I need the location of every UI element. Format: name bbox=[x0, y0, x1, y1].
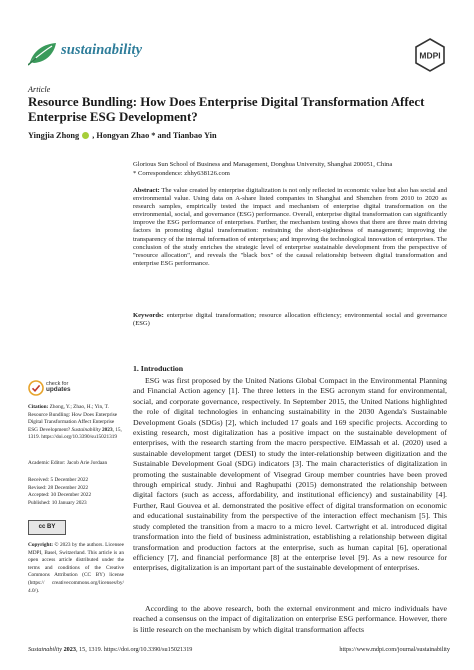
check-label-line: check for bbox=[46, 381, 69, 387]
mdpi-logo-icon[interactable] bbox=[413, 38, 447, 72]
author-name[interactable]: Tianbao Yin bbox=[172, 131, 217, 140]
footer-citation bbox=[28, 646, 192, 653]
accepted-date: Accepted: 30 December 2022 bbox=[28, 492, 92, 499]
correspondence-line: * Correspondence: zhhy638126.com bbox=[133, 169, 230, 177]
paper-title: Resource Bundling: How Does Enterprise Digital Transformation Affect Enterprise ESG Development? bbox=[28, 95, 425, 125]
mdpi-logo-text: MDPI bbox=[419, 50, 441, 61]
revised-date: Revised: 28 December 2022 bbox=[28, 484, 89, 491]
body-paragraph: According to the above research, both the external environment and micro individuals have reached a consensus on the impact of digitalization on enterprise ESG performance. However, there is little research on the mechanism by which digital transformation affects bbox=[133, 604, 447, 634]
academic-editor: Academic Editor: Jacob Arie Jordaan bbox=[28, 460, 108, 466]
affiliation-block bbox=[133, 161, 453, 178]
abstract-text: The value created by enterprise digitalization is not only reflected in economic value but also has social and environmental value. Using data on A-share listed companies in Shanghai and Shenzhen from 2010 to 2020 as research samples, empirically tested the impact and mechanism of enterprise digital transformation on the environmental, social, and governance (ESG) performance. Overall, enterprise digital transformation can significantly improve the ESG performance of enterprises. Further, the mechanism testing shows that there are three main driving factors in promoting digital transformation: restraining the short-sightedness of management; improving the transparency of the internal information of enterprises; and improving the technological innovation of enterprises. The conclusion of the study enriches the strategic level of enterprise sustainable development from the perspective of "resource allocation", and reveals the "black box" of the causal relationship between digital transformation and enterprise ESG performance. bbox=[133, 187, 447, 267]
check-for-updates-icon[interactable] bbox=[28, 380, 44, 396]
cc-by-icon[interactable]: cc BY bbox=[28, 520, 66, 535]
copyright-block bbox=[28, 542, 124, 595]
body-paragraph: ESG was first proposed by the United Nations Global Compact in the Environmental Planning and Financial Action agency [1]. The three letters in the ESG acronym stand for environmental, social, and corporate governance, respectively. In September 2015, the United Nations highlighted the role of digital technologies in enhancing sustainability in the 2030 Agenda's Sustainable Development Goals (SDGs) [2], which included 17 goals and 169 specific projects. According to existing research, most digitalization has a positive impact on the sustainable development of enterprises, with the research starting from the macro perspective. ElMassah et al. (2020) used a sustainable development target (DESI) to study the inter-relationship between digitization and the Sustainable Development Goal (SDG) indicators [3]. The main characteristics of digitalization in promoting the sustainable development of Visegrad Group member countries have been proved through empirical study. Jinhui and Raghupathi (2015) demonstrated the relationship between digital factors (such as access, affordability, and institutional efficiency) and sustainability [4]. Further, Raul Gouvea et al. demonstrated the positive effect of digital transformation on economic and educational sustainability from the perspective of the interaction effect mechanism [5]. This study completed the transition from a macro to a micro level. Cartwright et al. introduced digital transformation into the field of business administration, establishing a relationship between digital transformation and production factors at the enterprise, such as human capital [6], operational efficiency [7], and financial performance [8] at the enterprise level [9]. As a new resource for enterprises, digitalization is an important part of the sustainable development of enterprises. bbox=[133, 376, 447, 573]
received-date: Received: 5 December 2022 bbox=[28, 477, 89, 483]
affiliation-line: Glorious Sun School of Business and Management, Donghua University, Shanghai 200051, China bbox=[133, 161, 393, 168]
keywords bbox=[133, 312, 447, 328]
orcid-icon[interactable] bbox=[82, 132, 89, 139]
footer-journal: Sustainability bbox=[28, 646, 63, 653]
citation-year: 2023 bbox=[100, 426, 113, 433]
author-separator: , bbox=[90, 131, 97, 140]
published-date: Published: 10 January 2023 bbox=[28, 499, 87, 506]
copyright-text: © 2023 by the authors. Licensee MDPI, Basel, Switzerland. This article is an open access article distributed under the terms and conditions of the Creative Commons Attribution (CC BY) license (https:// creativecommons.org/licenses/by/ 4.0/). bbox=[28, 542, 124, 594]
footer-year: 2023 bbox=[62, 646, 76, 653]
author-separator: * and bbox=[149, 131, 173, 140]
footer-doi[interactable]: , 15, 1319. https://doi.org/10.3390/su15021319 bbox=[75, 646, 193, 653]
footer-journal-url[interactable]: https://www.mdpi.com/journal/sustainability bbox=[339, 646, 450, 653]
article-type: Article bbox=[28, 85, 51, 94]
keywords-text: enterprise digital transformation; resource allocation efficiency; environmental social and governance (ESG) bbox=[133, 312, 447, 328]
journal-name: sustainability bbox=[61, 42, 143, 58]
author-name[interactable]: Hongyan Zhao bbox=[96, 131, 150, 140]
citation-block bbox=[28, 404, 124, 442]
author-name[interactable]: Yingjia Zhong bbox=[28, 131, 80, 140]
citation-doi[interactable]: , 15, 1319. https://doi.org/10.3390/su15021319 bbox=[28, 426, 122, 441]
check-label-line: updates bbox=[46, 386, 71, 394]
citation-label: Citation: bbox=[28, 404, 49, 410]
copyright-label: Copyright: bbox=[28, 542, 54, 548]
check-for-updates-label[interactable] bbox=[46, 381, 71, 394]
citation-journal: Sustainability bbox=[70, 426, 101, 433]
abstract bbox=[133, 187, 447, 268]
abstract-label: Abstract: bbox=[133, 187, 160, 194]
section-heading: 1. Introduction bbox=[133, 364, 184, 373]
author-list bbox=[28, 131, 217, 140]
journal-leaf-icon bbox=[28, 40, 58, 66]
citation-text: Zhong, Y.; Zhao, H.; Yin, T. Resource Bundling: How Does Enterprise Digital Transformation Affect Enterprise ESG Development? bbox=[28, 404, 118, 433]
dates-block bbox=[28, 477, 124, 507]
keywords-label: Keywords: bbox=[133, 312, 164, 319]
